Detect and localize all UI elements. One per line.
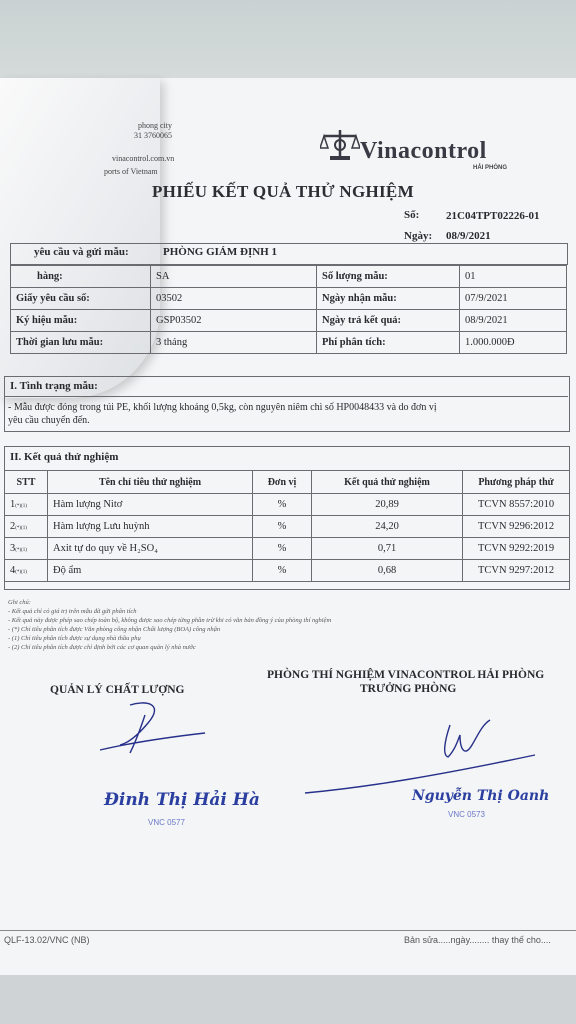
lab-name-title: PHÒNG THÍ NGHIỆM VINACONTROL HẢI PHÒNG bbox=[267, 669, 545, 681]
received-date-label: Ngày nhận mẫu: bbox=[317, 288, 460, 310]
row-result: 0,71 bbox=[312, 538, 463, 560]
document-title: PHIẾU KẾT QUẢ THỬ NGHIỆM bbox=[152, 182, 414, 201]
row-result: 0,68 bbox=[312, 560, 463, 582]
sample-condition-title: I. Tình trạng mẫu: bbox=[10, 380, 98, 392]
storage-time-value: 3 tháng bbox=[151, 332, 317, 354]
row-stt bbox=[5, 560, 48, 582]
note-item: - Kết quả chỉ có giá trị trên mẫu đã gửi phân tích bbox=[8, 608, 137, 615]
notes-block bbox=[8, 598, 331, 652]
test-results-title: II. Kết quả thử nghiệm bbox=[10, 451, 119, 463]
row-method: TCVN 9296:2012 bbox=[463, 516, 570, 538]
note-item: - (*) Chỉ tiêu phân tích được Văn phòng công nhận Chất lượng (BOA) công nhận bbox=[8, 626, 221, 633]
row-stt-number: 3 bbox=[10, 543, 16, 554]
row-method: TCVN 9297:2012 bbox=[463, 560, 570, 582]
row-test-name: Hàm lượng Nitơ bbox=[48, 494, 253, 516]
goods-value: SA bbox=[151, 266, 317, 288]
sample-condition-text-cont: yêu cầu chuyển đến. bbox=[8, 415, 90, 426]
fee-value: 1.000.000Đ bbox=[460, 332, 567, 354]
scales-logo-icon bbox=[320, 128, 360, 162]
sample-info-table bbox=[10, 265, 567, 354]
quality-manager-title: QUẢN LÝ CHẤT LƯỢNG bbox=[50, 684, 185, 696]
table-header-row bbox=[5, 471, 570, 494]
right-stamp-code: VNC 0573 bbox=[448, 810, 485, 819]
note-item: - (2) Chỉ tiêu phân tích được chỉ định bởi các cơ quan quản lý nhà nước bbox=[8, 644, 196, 651]
left-signatory-name: Đinh Thị Hải Hà bbox=[104, 790, 260, 810]
row-unit: % bbox=[253, 516, 312, 538]
company-website: vinacontrol.com.vn bbox=[112, 154, 175, 163]
sample-code-value: GSP03502 bbox=[151, 310, 317, 332]
note-item: - (1) Chỉ tiêu phân tích được sự dụng nhà thầu phụ bbox=[8, 635, 141, 642]
quantity-label: Số lượng mẫu: bbox=[317, 266, 460, 288]
row-stt-mark: (*)(1) bbox=[15, 570, 27, 575]
row-stt bbox=[5, 538, 48, 560]
report-date: 08/9/2021 bbox=[446, 230, 491, 242]
return-date-value: 08/9/2021 bbox=[460, 310, 567, 332]
row-stt-number: 1 bbox=[10, 499, 16, 510]
report-date-label: Ngày: bbox=[404, 230, 433, 242]
sample-code-label: Ký hiệu mẫu: bbox=[11, 310, 151, 332]
table-row bbox=[11, 288, 567, 310]
left-signature-scribble bbox=[90, 695, 210, 760]
request-number-value: 03502 bbox=[151, 288, 317, 310]
table-row bbox=[5, 560, 570, 582]
report-number: 21C04TPT02226-01 bbox=[446, 210, 540, 222]
head-of-lab-title: TRƯỞNG PHÒNG bbox=[360, 683, 457, 695]
table-row bbox=[5, 494, 570, 516]
table-row bbox=[11, 310, 567, 332]
col-stt: STT bbox=[5, 471, 48, 494]
goods-label: hàng: bbox=[11, 266, 151, 288]
right-signature-scribble bbox=[300, 705, 540, 800]
col-unit: Đơn vị bbox=[253, 471, 312, 494]
test-results-table bbox=[4, 470, 570, 582]
requester-value: PHÒNG GIÁM ĐỊNH 1 bbox=[163, 246, 277, 258]
report-number-label: Số: bbox=[404, 209, 420, 221]
row-stt-mark: (*)(1) bbox=[15, 548, 27, 553]
row-test-name: Độ ẩm bbox=[48, 560, 253, 582]
note-item: - Kết quả này được phép sao chép toàn bộ, không được sao chép từng phần trừ khi có văn bản đồng ý của phòng thí nghiệm bbox=[8, 617, 332, 624]
col-method: Phương pháp thử bbox=[463, 471, 570, 494]
col-test-name: Tên chỉ tiêu thử nghiệm bbox=[48, 471, 253, 494]
desk-background-bottom bbox=[0, 975, 576, 1024]
notes-heading: Ghi chú: bbox=[8, 599, 31, 606]
row-unit: % bbox=[253, 494, 312, 516]
row-stt bbox=[5, 516, 48, 538]
row-stt-number: 2 bbox=[10, 521, 16, 532]
table-row bbox=[5, 538, 570, 560]
row-method: TCVN 9292:2019 bbox=[463, 538, 570, 560]
row-unit: % bbox=[253, 560, 312, 582]
row-result: 20,89 bbox=[312, 494, 463, 516]
company-tagline: ports of Vietnam bbox=[104, 167, 158, 176]
right-signatory-name: Nguyễn Thị Oanh bbox=[412, 788, 550, 804]
company-branch: HẢI PHÒNG bbox=[473, 165, 508, 171]
row-method: TCVN 8557:2010 bbox=[463, 494, 570, 516]
sample-condition-text: - Mẫu được đóng trong túi PE, khối lượng khoảng 0,5kg, còn nguyên niêm chì số HP0048433 và do đơn vị bbox=[8, 402, 437, 413]
table-row bbox=[11, 332, 567, 354]
storage-time-label: Thời gian lưu mẫu: bbox=[11, 332, 151, 354]
table-row bbox=[11, 266, 567, 288]
fee-label: Phí phân tích: bbox=[317, 332, 460, 354]
company-address-line: phong city bbox=[138, 121, 172, 130]
quantity-value: 01 bbox=[460, 266, 567, 288]
row-result: 24,20 bbox=[312, 516, 463, 538]
row-unit: % bbox=[253, 538, 312, 560]
table-row bbox=[5, 516, 570, 538]
return-date-label: Ngày trả kết quả: bbox=[317, 310, 460, 332]
company-phone: 31 3760065 bbox=[134, 131, 172, 140]
row-stt bbox=[5, 494, 48, 516]
footer-divider bbox=[0, 930, 576, 931]
row-stt-mark: (*)(1) bbox=[15, 504, 27, 509]
company-logo: Vinacontrol bbox=[360, 138, 487, 164]
left-stamp-code: VNC 0577 bbox=[148, 818, 185, 827]
request-number-label: Giấy yêu cầu số: bbox=[11, 288, 151, 310]
revision-info: Bản sửa.....ngày........ thay thế cho.... bbox=[404, 935, 551, 945]
form-code: QLF-13.02/VNC (NB) bbox=[4, 935, 90, 945]
row-test-name: Axit tự do quy về H₂SO₄ bbox=[48, 538, 253, 560]
divider bbox=[4, 396, 568, 397]
row-stt-number: 4 bbox=[10, 565, 16, 576]
requester-label: yêu cầu và gửi mẫu: bbox=[34, 246, 129, 258]
col-result: Kết quả thử nghiệm bbox=[312, 471, 463, 494]
row-stt-mark: (*)(1) bbox=[15, 526, 27, 531]
received-date-value: 07/9/2021 bbox=[460, 288, 567, 310]
row-test-name: Hàm lượng Lưu huỳnh bbox=[48, 516, 253, 538]
